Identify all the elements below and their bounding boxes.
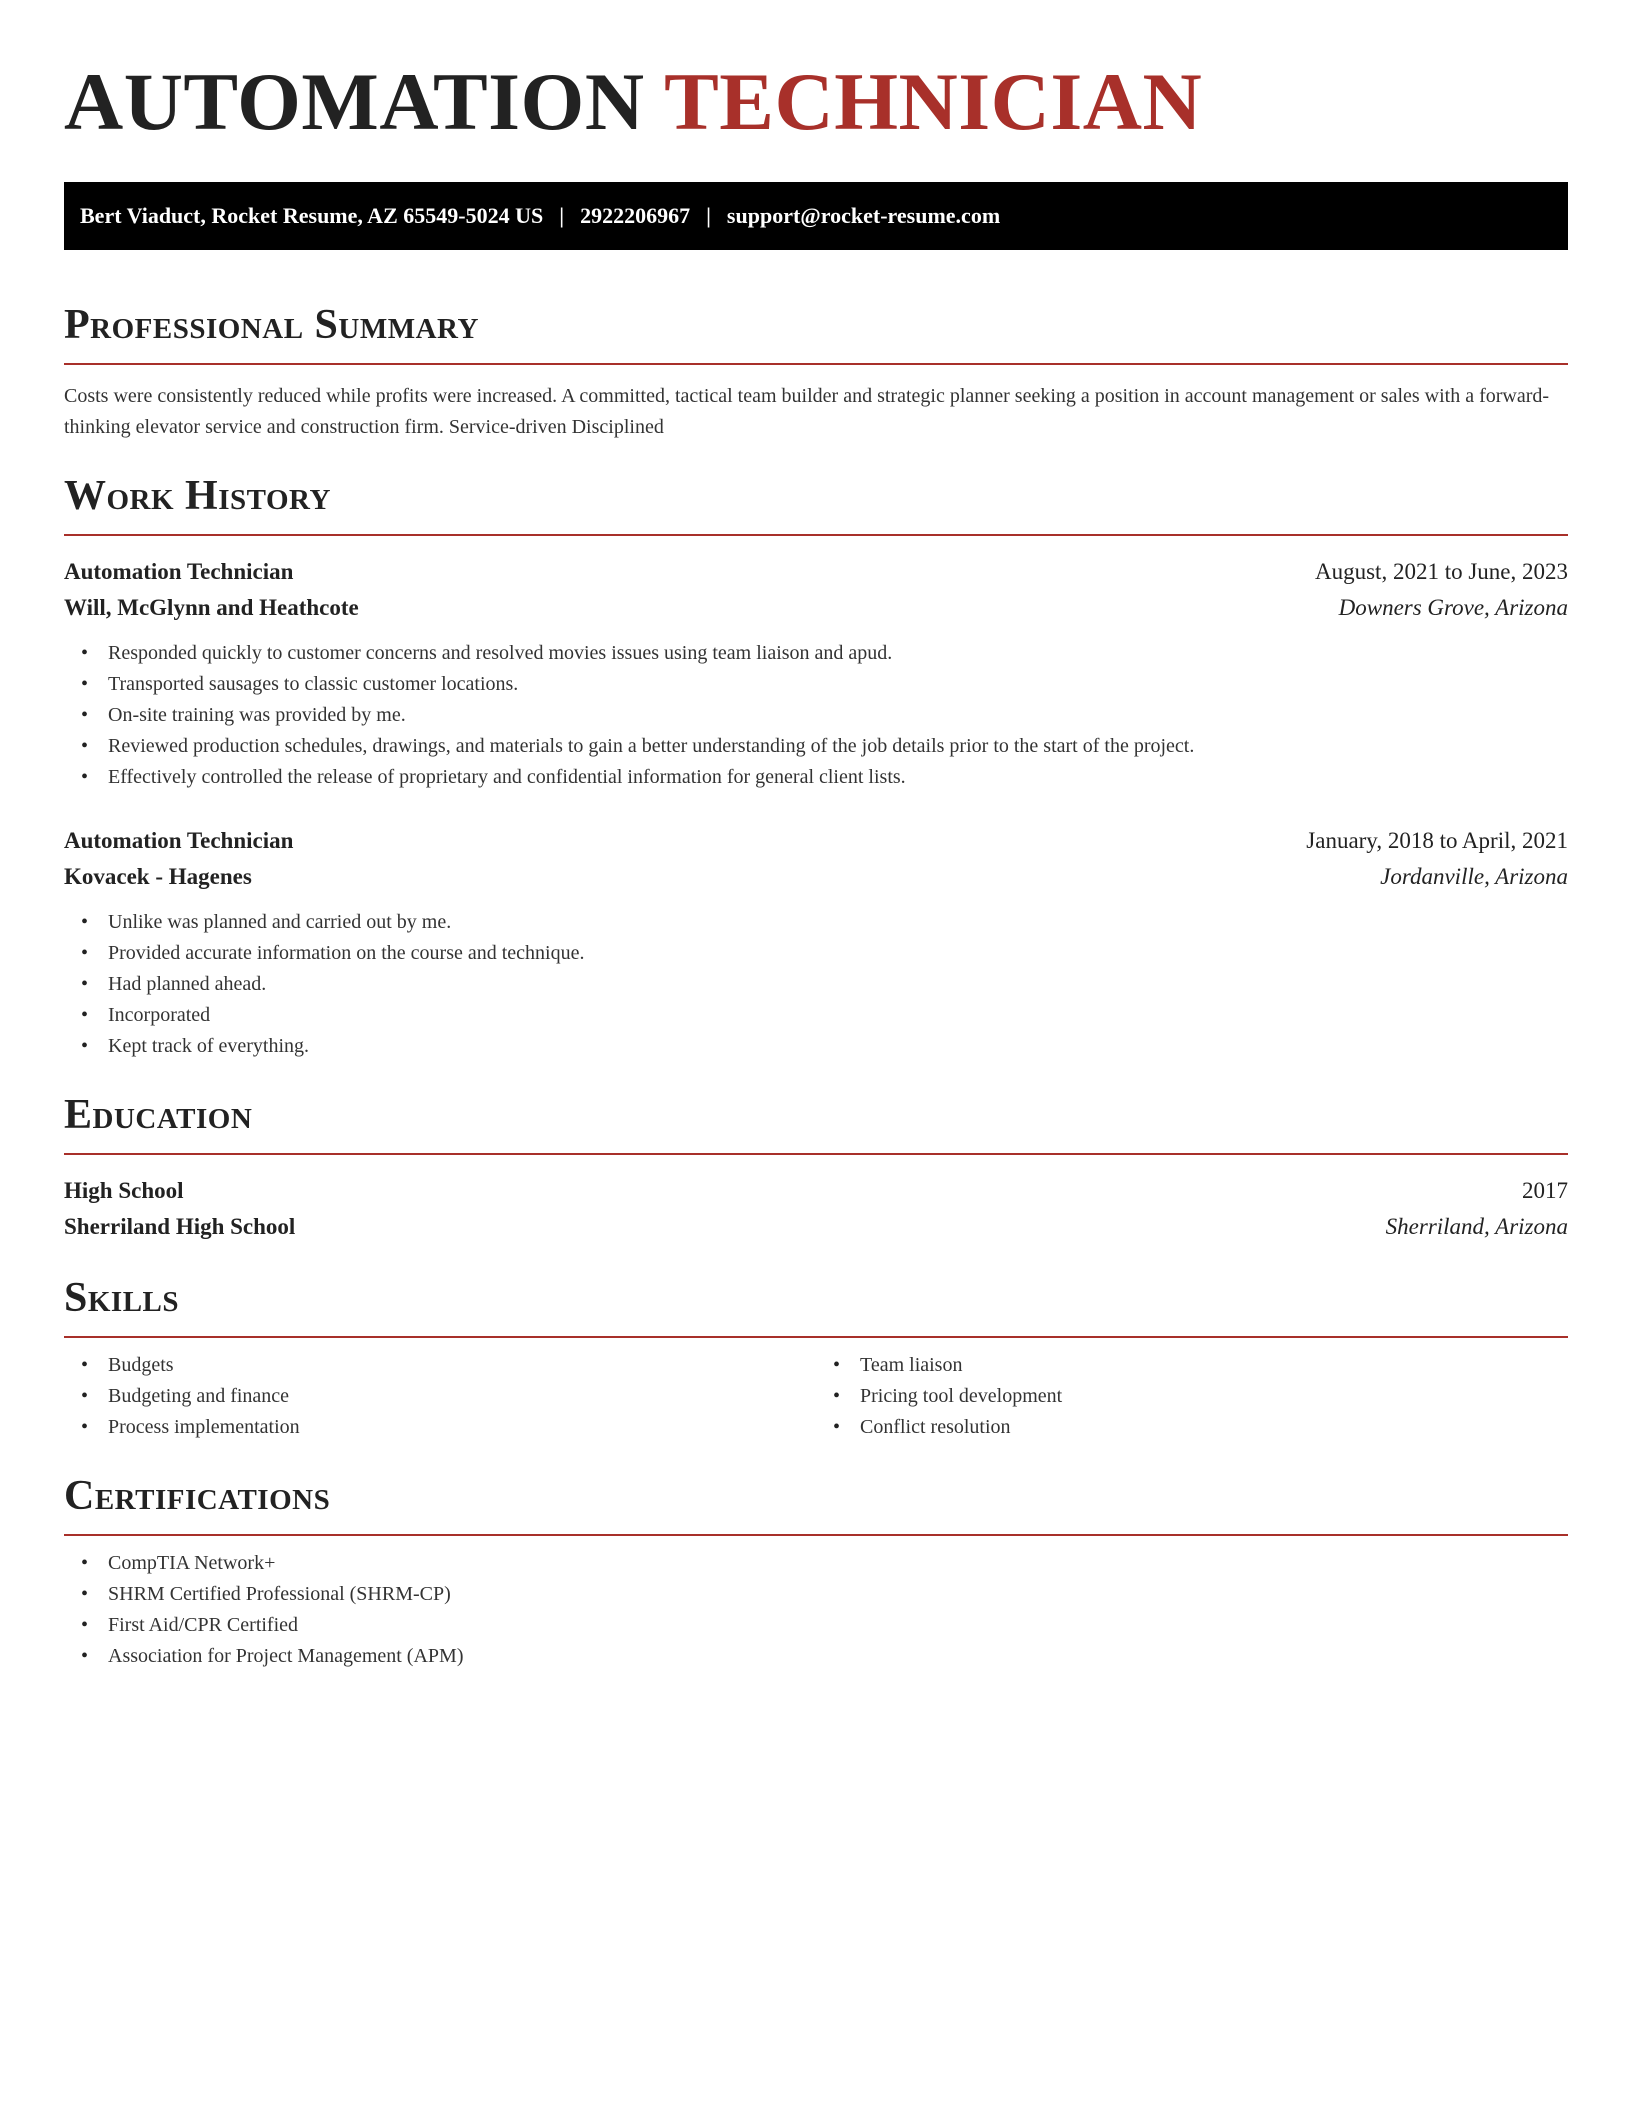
summary-text: Costs were consistently reduced while profits were increased. A committed, tactical team builder and strategic planner seeking a position in account management or sales with a forward-thinking elevator service and construction firm. Service-driven Disciplined xyxy=(64,385,1550,438)
list-item: • Budgets xyxy=(108,1350,816,1381)
job-entry xyxy=(64,554,1568,793)
job-title: Automation Technician xyxy=(64,559,294,584)
contact-bar xyxy=(64,182,1568,250)
title-part-1: AUTOMATION xyxy=(64,56,645,147)
education-year: 2017 xyxy=(1522,1178,1568,1203)
education-school: Sherriland High School xyxy=(64,1214,296,1239)
certifications-section xyxy=(64,1469,1568,1672)
list-item: • Reviewed production schedules, drawings, and materials to gain a better understanding of the job details prior to the start of the project. xyxy=(108,731,1568,762)
contact-separator: | xyxy=(559,203,565,228)
education-section xyxy=(64,1088,1568,1245)
job-header-row xyxy=(64,823,1568,859)
skills-grid xyxy=(64,1338,1568,1443)
list-item: • Incorporated xyxy=(108,1000,1568,1031)
skills-list-left xyxy=(64,1350,816,1443)
education-degree-row xyxy=(64,1173,1568,1209)
job-header-row xyxy=(64,554,1568,590)
list-item: • Provided accurate information on the course and technique. xyxy=(108,938,1568,969)
job-entry xyxy=(64,823,1568,1062)
contact-address: Bert Viaduct, Rocket Resume, AZ 65549-5024 US xyxy=(80,203,544,228)
certifications-heading: Certifications xyxy=(64,1473,331,1519)
job-dates: August, 2021 to June, 2023 xyxy=(1315,559,1568,584)
job-location: Downers Grove, Arizona xyxy=(1338,595,1568,620)
resume-title xyxy=(64,54,1568,150)
list-item: • On-site training was provided by me. xyxy=(108,700,1568,731)
work-history-heading: Work History xyxy=(64,473,331,519)
list-item: • CompTIA Network+ xyxy=(108,1548,1568,1579)
section-divider xyxy=(64,1534,1568,1536)
list-item: • Process implementation xyxy=(108,1412,816,1443)
list-item: • Unlike was planned and carried out by me. xyxy=(108,907,1568,938)
skills-heading: Skills xyxy=(64,1275,180,1321)
summary-section xyxy=(64,298,1568,443)
list-item: • Conflict resolution xyxy=(860,1412,1568,1443)
work-history-section xyxy=(64,469,1568,1062)
summary-heading: Professional Summary xyxy=(64,302,479,348)
title-part-2: TECHNICIAN xyxy=(664,56,1203,147)
job-company: Will, McGlynn and Heathcote xyxy=(64,595,359,620)
job-bullet-list xyxy=(64,638,1568,793)
section-divider xyxy=(64,1153,1568,1155)
section-divider xyxy=(64,534,1568,536)
education-school-row xyxy=(64,1209,1568,1245)
contact-separator: | xyxy=(706,203,711,228)
education-heading: Education xyxy=(64,1092,253,1138)
list-item: • Effectively controlled the release of proprietary and confidential information for general client lists. xyxy=(108,762,1568,793)
skills-section xyxy=(64,1271,1568,1443)
list-item: • SHRM Certified Professional (SHRM-CP) xyxy=(108,1579,1568,1610)
skills-list-right xyxy=(816,1350,1568,1443)
contact-email: support@rocket-resume.com xyxy=(726,203,1001,228)
list-item: • Had planned ahead. xyxy=(108,969,1568,1000)
list-item: • Responded quickly to customer concerns and resolved movies issues using team liaison and apud. xyxy=(108,638,1568,669)
section-divider xyxy=(64,363,1568,365)
job-location: Jordanville, Arizona xyxy=(1380,864,1568,889)
job-title: Automation Technician xyxy=(64,828,294,853)
certifications-list xyxy=(64,1548,1568,1672)
education-entry xyxy=(64,1173,1568,1245)
contact-phone: 2922206967 xyxy=(580,203,691,228)
list-item: • Kept track of everything. xyxy=(108,1031,1568,1062)
list-item: • Budgeting and finance xyxy=(108,1381,816,1412)
list-item: • Pricing tool development xyxy=(860,1381,1568,1412)
job-company-row xyxy=(64,590,1568,626)
list-item: • First Aid/CPR Certified xyxy=(108,1610,1568,1641)
job-dates: January, 2018 to April, 2021 xyxy=(1306,828,1568,853)
list-item: • Transported sausages to classic customer locations. xyxy=(108,669,1568,700)
education-location: Sherriland, Arizona xyxy=(1385,1214,1568,1239)
list-item: • Association for Project Management (APM) xyxy=(108,1641,1568,1672)
education-degree: High School xyxy=(64,1178,184,1203)
job-company: Kovacek - Hagenes xyxy=(64,864,252,889)
job-bullet-list xyxy=(64,907,1568,1062)
job-company-row xyxy=(64,859,1568,895)
list-item: • Team liaison xyxy=(860,1350,1568,1381)
